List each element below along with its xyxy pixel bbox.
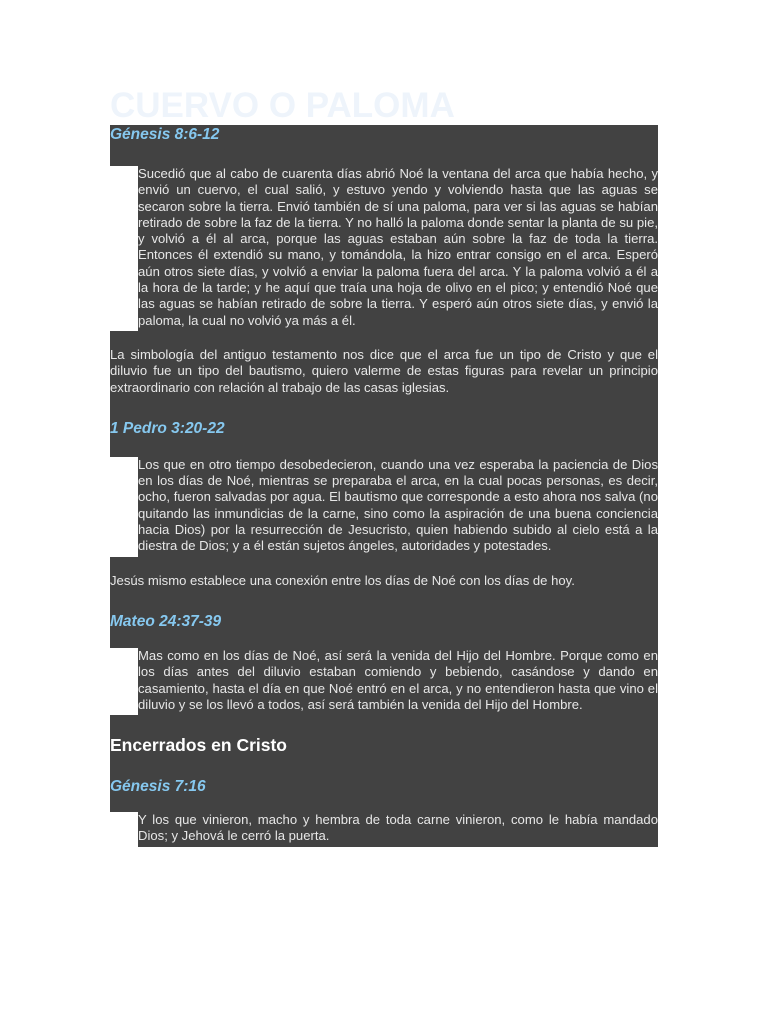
spacer xyxy=(110,396,658,419)
quote-indent xyxy=(110,166,138,331)
scripture-quote-block xyxy=(110,812,658,847)
scripture-reference-genesis-7: Génesis 7:16 xyxy=(110,778,206,796)
spacer xyxy=(110,632,658,648)
spacer xyxy=(110,439,658,457)
scripture-reference-genesis-8: Génesis 8:6-12 xyxy=(110,126,220,143)
section-heading: Encerrados en Cristo xyxy=(110,735,287,756)
spacer xyxy=(110,757,658,777)
scripture-quote-text: Los que en otro tiempo desobedecieron, cuando una vez esperaba la paciencia de Dios en los días de Noé, mientras se preparaba el arca, en la cual pocas personas, es decir, ocho, fueron salvadas por agua. El bautismo que corresponde a esto ahora nos salva (no quitando las inmundicias de la carne, sino como la aspiración de una buena conciencia hacia Dios) por la resurrección de Jesucristo, quien habiendo subido al cielo está a la diestra de Dios; y a él están sujetos ángeles, autoridades y potestades. xyxy=(138,457,658,557)
heading-row xyxy=(110,612,658,632)
quote-indent xyxy=(110,648,138,715)
heading-row xyxy=(110,777,658,797)
scripture-quote-text: Mas como en los días de Noé, así será la venida del Hijo del Hombre. Porque como en los días antes del diluvio estaban comiendo y bebiendo, casándose y dando en casamiento, hasta el día en que Noé entró en el arca, y no entendieron hasta que vino el diluvio y se los llevó a todos, así será también la venida del Hijo del Hombre. xyxy=(138,648,658,715)
document-body xyxy=(110,125,658,847)
page-title: CUERVO O PALOMA xyxy=(110,86,455,125)
scripture-reference-1-pedro-3: 1 Pedro 3:20-22 xyxy=(110,419,225,437)
scripture-quote-text: Y los que vinieron, macho y hembra de toda carne vinieron, como le había mandado Dios; y Jehová le cerró la puerta. xyxy=(138,812,658,847)
heading-row xyxy=(110,419,658,439)
spacer xyxy=(110,715,658,733)
scripture-quote-block xyxy=(110,166,658,331)
scripture-quote-block xyxy=(110,457,658,557)
spacer xyxy=(110,557,658,573)
scripture-quote-block xyxy=(110,648,658,715)
spacer xyxy=(110,589,658,612)
body-paragraph: La simbología del antiguo testamento nos dice que el arca fue un tipo de Cristo y que el diluvio fue un tipo del bautismo, quiero valerme de estas figuras para revelar un principio extraordinario con relación al trabajo de las casas iglesias. xyxy=(110,346,658,395)
body-paragraph: Jesús mismo establece una conexión entre los días de Noé con los días de hoy. xyxy=(110,573,658,589)
scripture-reference-mateo-24: Mateo 24:37-39 xyxy=(110,612,222,630)
quote-indent xyxy=(110,812,138,847)
scripture-quote-text: Sucedió que al cabo de cuarenta días abrió Noé la ventana del arca que había hecho, y envió un cuervo, el cual salió, y estuvo yendo y volviendo hasta que las aguas se secaron sobre la tierra. Envió también de sí una paloma, para ver si las aguas se habían retirado de sobre la faz de la tierra. Y no halló la paloma donde sentar la planta de su pie, y volvió a él al arca, porque las aguas estaban aún sobre la faz de toda la tierra. Entonces él extendió su mano, y tomándola, la hizo entrar consigo en el arca. Esperó aún otros siete días, y volvió a enviar la paloma fuera del arca. Y la paloma volvió a él a la hora de la tarde; y he aquí que traía una hoja de olivo en el pico; y entendió Noé que las aguas se habían retirado de sobre la tierra. Y esperó aún otros siete días, y envió la paloma, la cual no volvió ya más a él. xyxy=(138,166,658,331)
heading-row xyxy=(110,733,658,757)
spacer xyxy=(110,331,658,347)
spacer xyxy=(110,145,658,166)
heading-row xyxy=(110,125,658,145)
quote-indent xyxy=(110,457,138,557)
spacer xyxy=(110,797,658,812)
